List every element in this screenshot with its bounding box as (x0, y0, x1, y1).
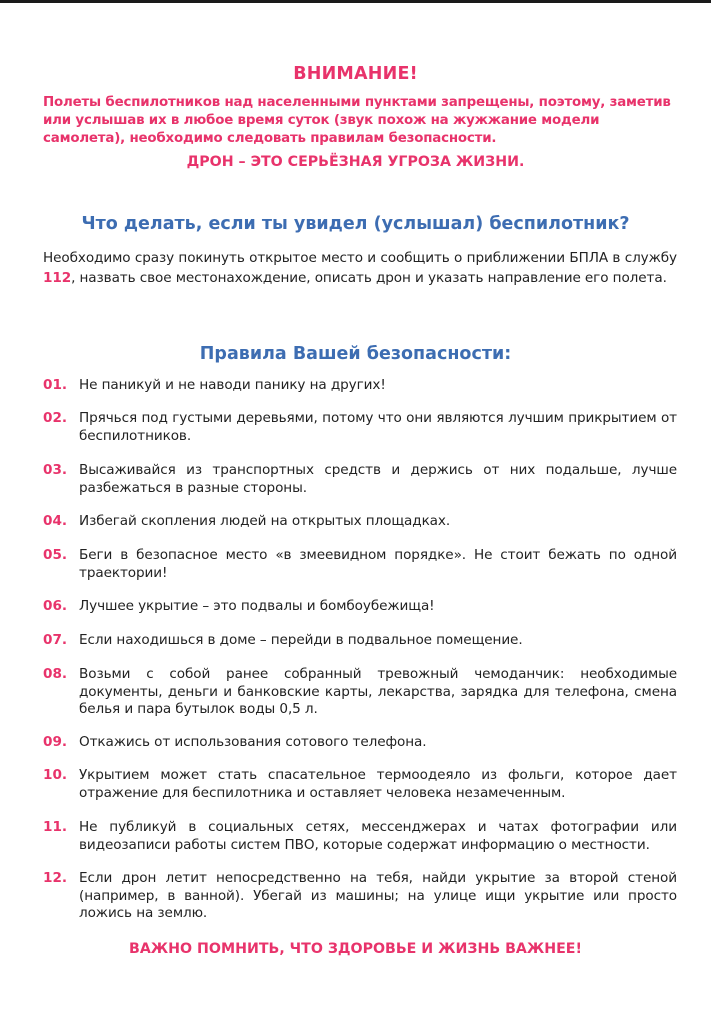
rule-text: Прячься под густыми деревьями, потому что они являются лучшим прикрытием от беспилотников. (79, 410, 677, 444)
warning-subtitle: ДРОН – ЭТО СЕРЬЁЗНАЯ УГРОЗА ЖИЗНИ. (186, 154, 525, 170)
rule-item (43, 410, 677, 445)
rule-number: 01. (43, 377, 68, 393)
rule-text: Лучшее укрытие – это подвалы и бомбоубежища! (79, 598, 435, 614)
emergency-number: 112 (43, 270, 72, 286)
rule-number: 11. (43, 819, 68, 835)
rule-item (43, 632, 677, 650)
rule-text: Не паникуй и не наводи панику на других! (79, 377, 386, 393)
intro-text-before: Необходимо сразу покинуть открытое место и сообщить о приближении БПЛА в службу (43, 250, 677, 266)
intro-text-after: , назвать свое местонахождение, описать дрон и указать направление его полета. (71, 270, 667, 286)
rule-number: 07. (43, 632, 68, 648)
rule-number: 06. (43, 598, 68, 614)
rule-item (43, 734, 677, 752)
rule-number: 02. (43, 410, 68, 426)
top-border (0, 0, 711, 3)
rule-text: Если находишься в доме – перейди в подвальное помещение. (79, 632, 523, 648)
rule-text: Избегай скопления людей на открытых площадках. (79, 513, 451, 529)
rule-item (43, 819, 677, 854)
rule-number: 12. (43, 870, 68, 886)
rule-text: Если дрон летит непосредственно на тебя, найди укрытие за второй стеной (например, в ванной). Убегай из машины; на улице ищи укрытие или просто ложись на землю. (79, 870, 677, 921)
what-to-do-heading: Что делать, если ты увидел (услышал) беспилотник? (81, 214, 630, 234)
rule-text: Беги в безопасное место «в змеевидном порядке». Не стоит бежать по одной траектории! (79, 547, 677, 581)
rule-item (43, 767, 677, 802)
rule-number: 09. (43, 734, 68, 750)
rule-item (43, 377, 677, 395)
rule-item (43, 870, 677, 923)
rule-text: Возьми с собой ранее собранный тревожный чемоданчик: необходимые документы, деньги и банковские карты, лекарства, зарядка для телефона, смена белья и пара бутылок воды 0,5 л. (79, 666, 677, 717)
footer-note: ВАЖНО ПОМНИТЬ, ЧТО ЗДОРОВЬЕ И ЖИЗНЬ ВАЖНЕЕ! (129, 941, 582, 957)
warning-text: Полеты беспилотников над населенными пунктами запрещены, поэтому, заметив или услышав их в любое время суток (звук похож на жужжание модели самолета), необходимо следовать правилам безопасности. (43, 95, 671, 146)
rule-text: Откажись от использования сотового телефона. (79, 734, 427, 750)
what-to-do-text (43, 248, 677, 288)
rule-item (43, 547, 677, 582)
warning-title: ВНИМАНИЕ! (293, 64, 418, 84)
rule-text: Высаживайся из транспортных средств и держись от них подальше, лучше разбежаться в разные стороны. (79, 462, 677, 496)
rule-item (43, 513, 677, 531)
rule-number: 10. (43, 767, 68, 783)
rule-number: 03. (43, 462, 68, 478)
rule-text: Не публикуй в социальных сетях, мессенджерах и чатах фотографии или видеозаписи работы систем ПВО, которые содержат информацию о местности. (79, 819, 677, 853)
rule-item (43, 666, 677, 719)
rule-item (43, 462, 677, 497)
rule-number: 05. (43, 547, 68, 563)
rule-number: 08. (43, 666, 68, 682)
rule-item (43, 598, 677, 616)
rule-text: Укрытием может стать спасательное термоодеяло из фольги, которое дает отражение для беспилотника и оставляет человека незамеченным. (79, 767, 677, 801)
rule-number: 04. (43, 513, 68, 529)
rules-heading: Правила Вашей безопасности: (199, 344, 512, 364)
